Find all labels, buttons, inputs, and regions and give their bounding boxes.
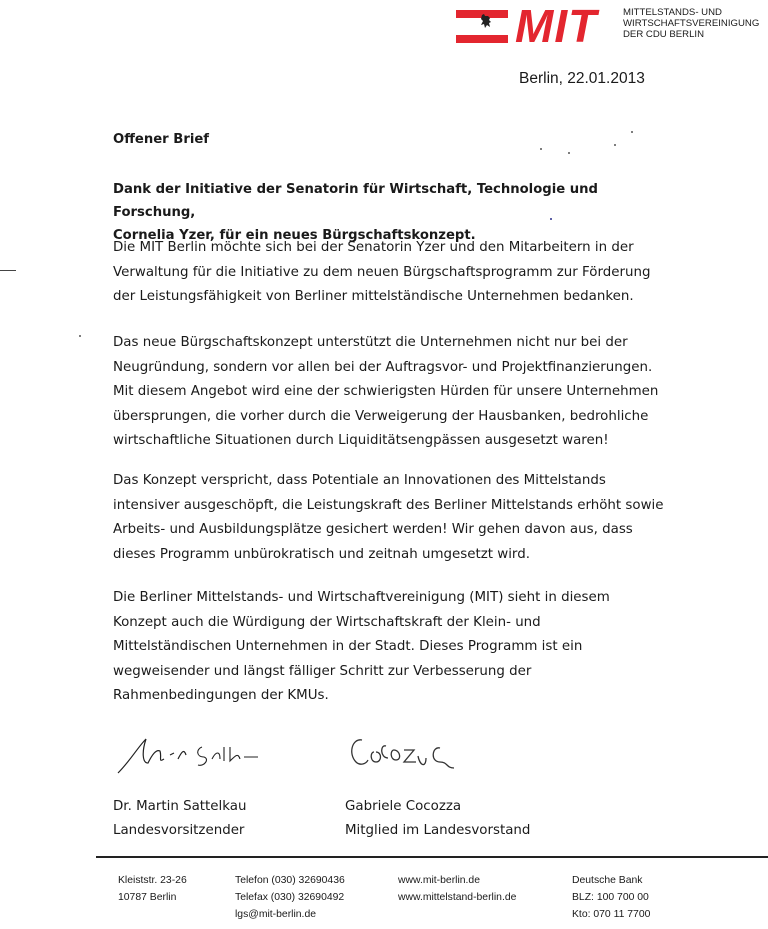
scan-speck (631, 131, 633, 133)
organization-line: MITTELSTANDS- UND (623, 7, 722, 18)
text-line: Die Berliner Mittelstands- und Wirtschaftvereinigung (MIT) sieht in diesem (113, 590, 610, 605)
organization-name (623, 7, 768, 40)
logo-stripe-bottom (456, 35, 508, 43)
footer-web (398, 872, 516, 906)
footer-address-line: 10787 Berlin (118, 892, 177, 903)
footer-email-link[interactable]: lgs@mit-berlin.de (235, 909, 316, 920)
text-line: Konzept auch die Würdigung der Wirtschaftskraft der Klein- und (113, 614, 541, 630)
signatory-name: Dr. Martin Sattelkau (113, 799, 247, 814)
text-line: Das Konzept verspricht, dass Potentiale an Innovationen des Mittelstands (113, 473, 606, 488)
text-line: übersprungen, die vorher durch die Verweigerung der Hausbanken, bedrohliche (113, 408, 649, 424)
text-line: wirtschaftliche Situationen durch Liquiditätsengpässen ausgesetzt waren! (113, 433, 609, 449)
paragraph-2 (113, 331, 673, 454)
margin-mark (0, 270, 16, 271)
signatory-name: Gabriele Cocozza (345, 799, 462, 814)
footer-website-link[interactable]: www.mittelstand-berlin.de (398, 892, 517, 903)
subject-line: Dank der Initiative der Senatorin für Wirtschaft, Technologie und Forschung, (113, 182, 598, 220)
text-line: der Leistungsfähigkeit von Berliner mittelständische Unternehmen bedanken. (113, 289, 634, 305)
signatory-role: Mitglied im Landesvorstand (345, 823, 531, 838)
signatory-role: Landesvorsitzender (113, 823, 245, 838)
footer-fax: Telefax (030) 32690492 (235, 892, 345, 903)
text-line: wegweisender und längst fälliger Schritt zur Verbesserung der (113, 663, 532, 679)
organization-line: DER CDU BERLIN (623, 29, 705, 40)
text-line: Arbeits- und Ausbildungsplätze gesichert werden! Wir gehen davon aus, dass (113, 522, 633, 538)
text-line: Mittelständischen Unternehmen in der Stadt. Dieses Programm ist ein (113, 639, 583, 655)
footer-bank-name: Deutsche Bank (572, 875, 643, 886)
text-line: intensiver ausgeschöpft, die Leistungskraft des Berliner Mittelstands erhöht sowie (113, 497, 664, 513)
scan-speck (79, 335, 81, 337)
text-line: Das neue Bürgschaftskonzept unterstützt die Unternehmen nicht nur bei der (113, 335, 628, 350)
paragraph-4 (113, 586, 673, 709)
signature-cocozza-image (344, 732, 464, 774)
signatory-block-cocozza (345, 795, 530, 843)
text-line: Die MIT Berlin möchte sich bei der Senatorin Yzer und den Mitarbeitern in der (113, 240, 634, 255)
scan-speck (614, 144, 616, 146)
text-line: dieses Programm unbürokratisch und zeitnah umgesetzt wird. (113, 546, 530, 562)
footer-divider (96, 856, 768, 858)
letter-heading: Offener Brief (113, 132, 210, 147)
text-line: Rahmenbedingungen der KMUs. (113, 688, 329, 704)
paragraph-1 (113, 236, 673, 310)
berlin-bear-icon (479, 13, 493, 32)
signatory-block-sattelkau (113, 795, 246, 843)
text-line: Verwaltung für die Initiative zu dem neuen Bürgschaftsprogramm zur Förderung (113, 264, 651, 280)
footer-bank-code: BLZ: 100 700 00 (572, 892, 649, 903)
footer-address (118, 872, 187, 906)
footer-account-number: Kto: 070 11 7700 (572, 909, 651, 920)
footer-bank (572, 872, 650, 923)
letter-date: Berlin, 22.01.2013 (519, 70, 645, 87)
text-line: Neugründung, sondern vor allen bei der Auftragsvor- und Projektfinanzierungen. (113, 359, 653, 375)
footer-address-line: Kleiststr. 23-26 (118, 875, 187, 886)
signature-sattelkau-image (112, 733, 262, 779)
footer-contact (235, 872, 345, 923)
footer-website-link[interactable]: www.mit-berlin.de (398, 875, 480, 886)
mit-logo-text: MIT (515, 0, 598, 52)
scan-speck (540, 148, 542, 150)
organization-line: WIRTSCHAFTSVEREINIGUNG (623, 18, 760, 29)
subject-line: Cornelia Yzer, für ein neues Bürgschaftskonzept. (113, 228, 476, 243)
text-line: Mit diesem Angebot wird eine der schwierigsten Hürden für unsere Unternehmen (113, 384, 659, 400)
scan-speck (568, 152, 570, 154)
footer-phone: Telefon (030) 32690436 (235, 875, 345, 886)
paragraph-3 (113, 469, 673, 567)
